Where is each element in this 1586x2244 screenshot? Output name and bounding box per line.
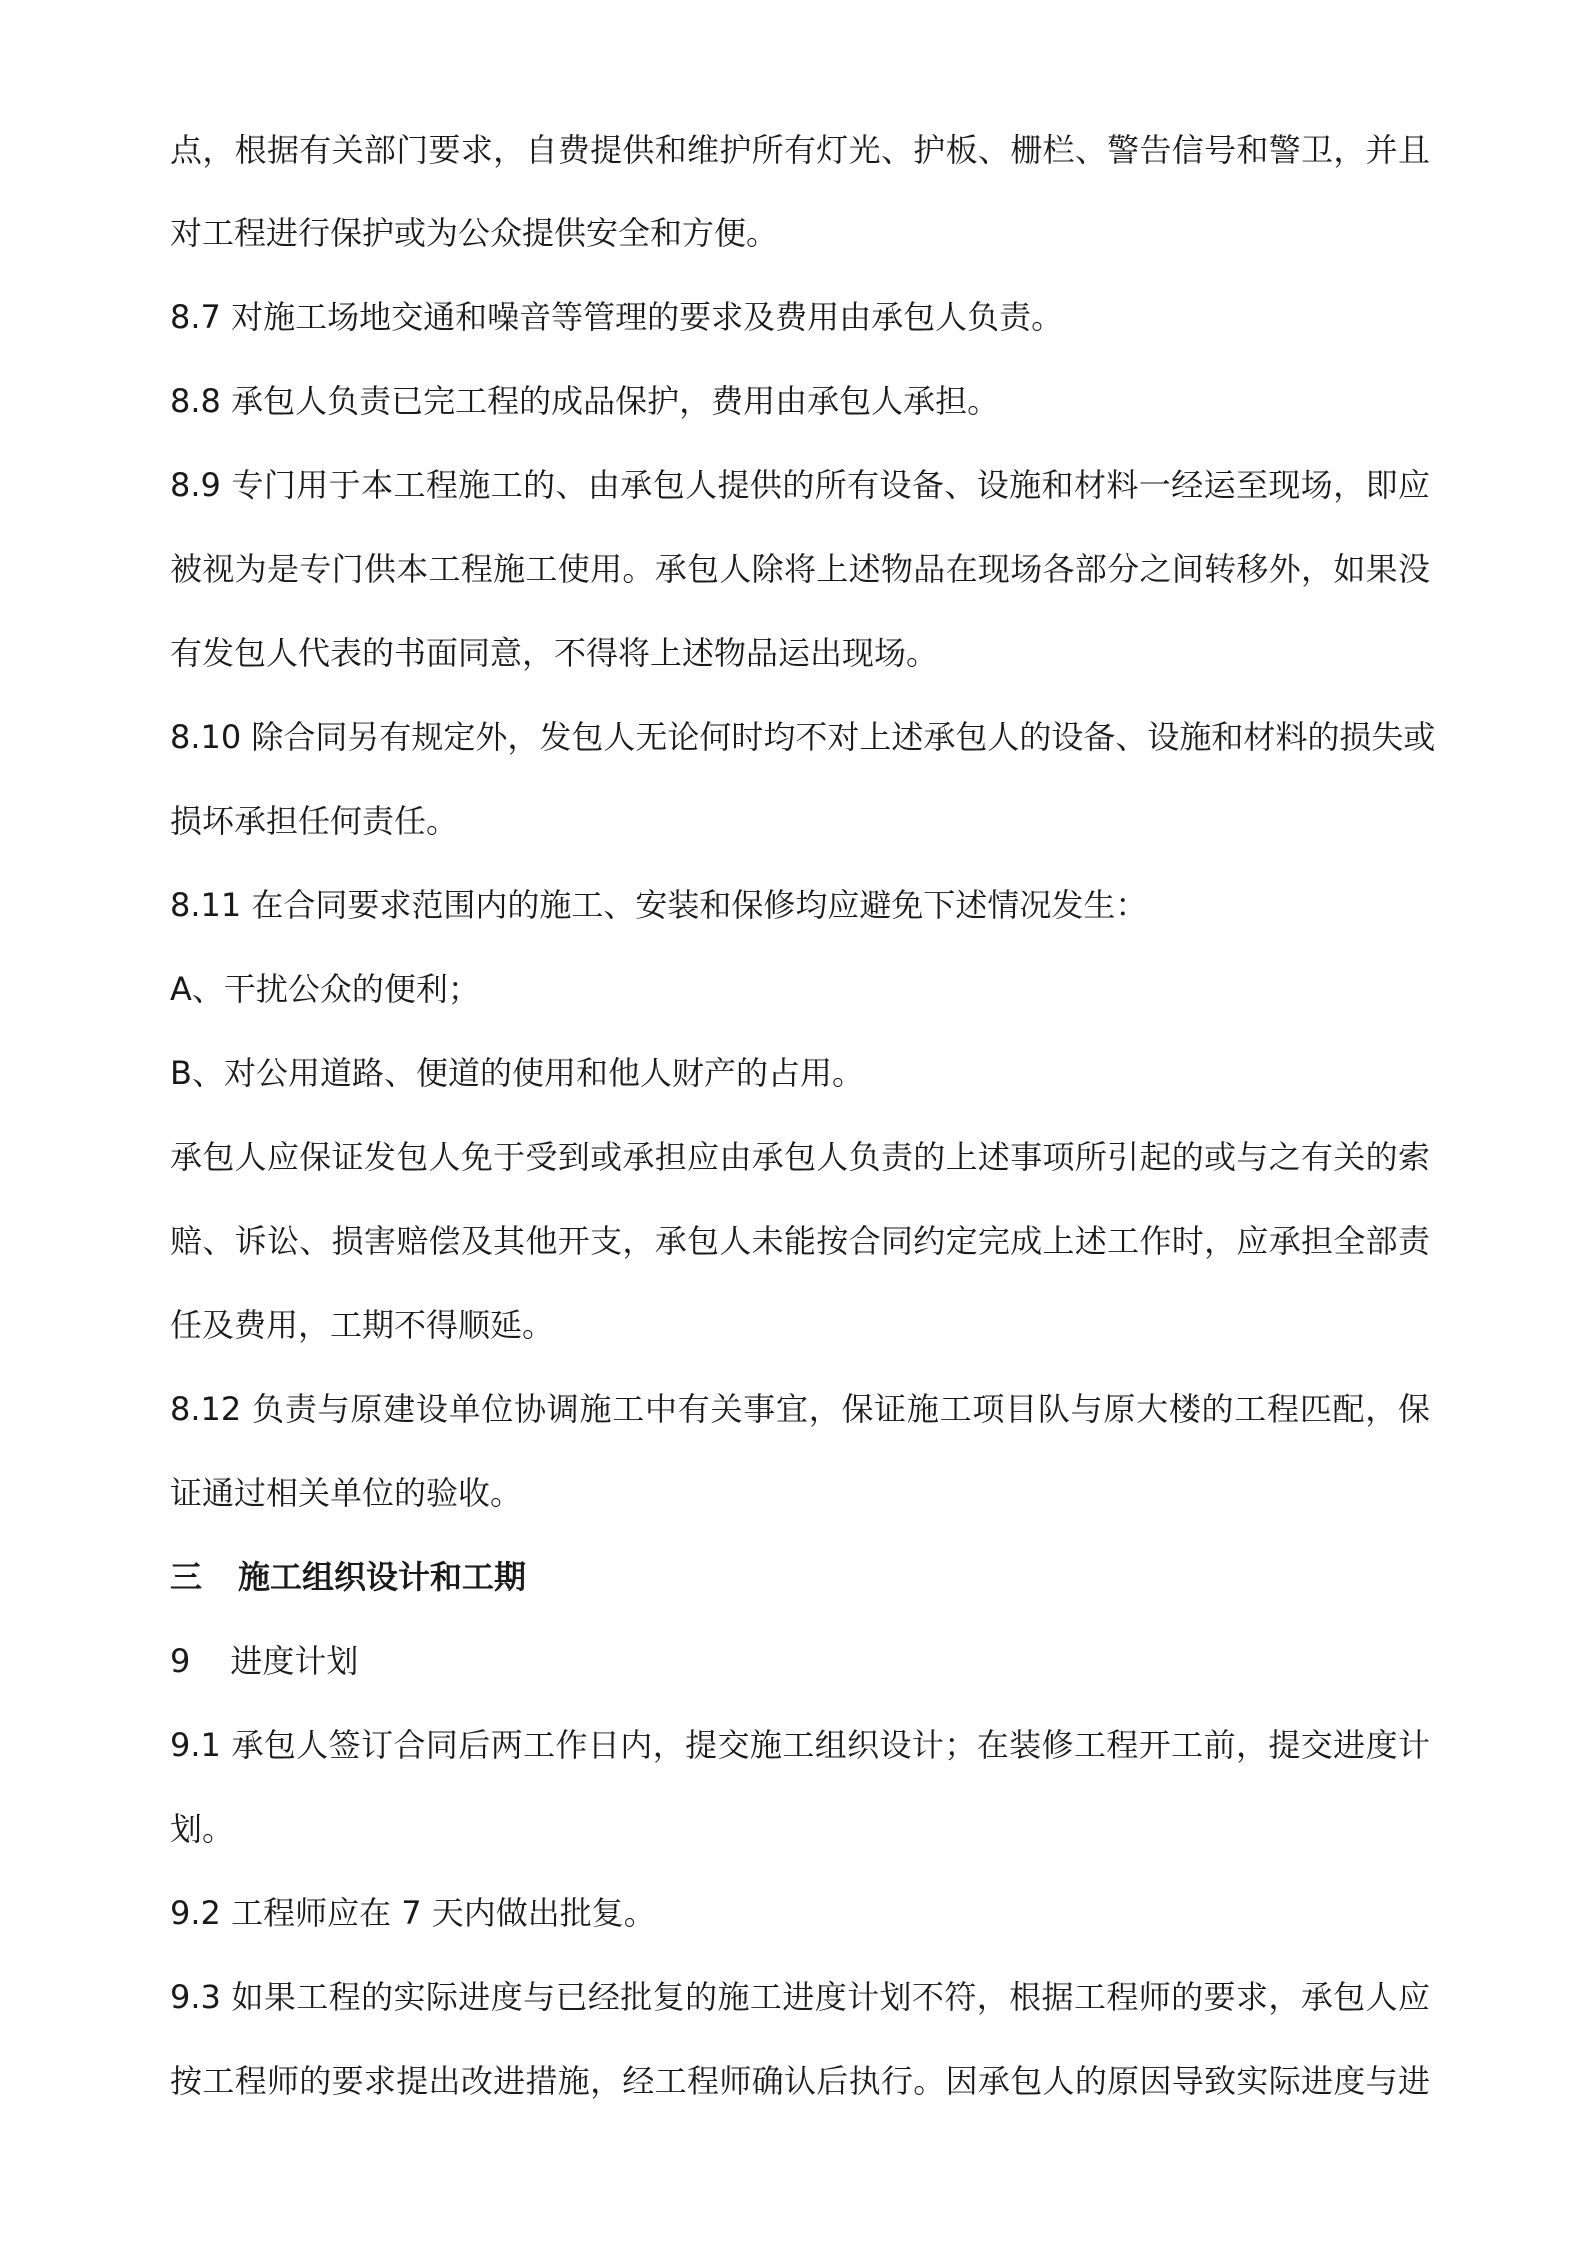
list-item-b: B、对公用道路、便道的使用和他人财产的占用。 [170,1054,864,1092]
clause-9-1: 9.1 承包人签订合同后两工作日内，提交施工组织设计；在装修工程开工前，提交进度计 [170,1726,1430,1764]
paragraph-line: 点，根据有关部门要求，自费提供和维护所有灯光、护板、栅栏、警告信号和警卫，并且 [170,131,1430,169]
paragraph-line: 对工程进行保护或为公众提供安全和方便。 [170,214,779,252]
clause-9-3: 9.3 如果工程的实际进度与已经批复的施工进度计划不符，根据工程师的要求，承包人应 [170,1978,1430,2016]
clause-8-8: 8.8 承包人负责已完工程的成品保护，费用由承包人承担。 [170,382,1000,420]
subsection-heading [170,1639,1430,1683]
paragraph-line: 被视为是专门供本工程施工使用。承包人除将上述物品在现场各部分之间转移外，如果没 [170,550,1430,588]
list-item-a: A、干扰公众的便利； [170,970,480,1008]
section-title: 施工组织设计和工期 [238,1558,527,1596]
paragraph-line: 赔、诉讼、损害赔偿及其他开支，承包人未能按合同约定完成上述工作时，应承担全部责 [170,1222,1430,1260]
subsection-number: 9 [170,1642,191,1680]
paragraph-line: 划。 [170,1810,235,1848]
section-heading [170,1555,1430,1599]
paragraph-line: 承包人应保证发包人免于受到或承担应由承包人负责的上述事项所引起的或与之有关的索 [170,1138,1430,1176]
clause-8-11: 8.11 在合同要求范围内的施工、安装和保修均应避免下述情况发生： [170,886,1148,924]
paragraph-line: 证通过相关单位的验收。 [170,1474,523,1512]
paragraph-line: 按工程师的要求提出改进措施，经工程师确认后执行。因承包人的原因导致实际进度与进 [170,2062,1430,2100]
clause-8-9: 8.9 专门用于本工程施工的、由承包人提供的所有设备、设施和材料一经运至现场，即应 [170,466,1430,504]
paragraph-line: 损坏承担任何责任。 [170,802,459,840]
clause-9-2: 9.2 工程师应在 7 天内做出批复。 [170,1894,656,1932]
clause-8-7: 8.7 对施工场地交通和噪音等管理的要求及费用由承包人负责。 [170,298,1064,336]
paragraph-line: 任及费用，工期不得顺延。 [170,1306,555,1344]
subsection-title: 进度计划 [230,1642,359,1680]
clause-8-10: 8.10 除合同另有规定外，发包人无论何时均不对上述承包人的设备、设施和材料的损失或 [170,718,1436,756]
clause-8-12: 8.12 负责与原建设单位协调施工中有关事宜，保证施工项目队与原大楼的工程匹配，保 [170,1390,1430,1428]
section-number: 三 [170,1558,203,1596]
paragraph-line: 有发包人代表的书面同意，不得将上述物品运出现场。 [170,634,939,672]
